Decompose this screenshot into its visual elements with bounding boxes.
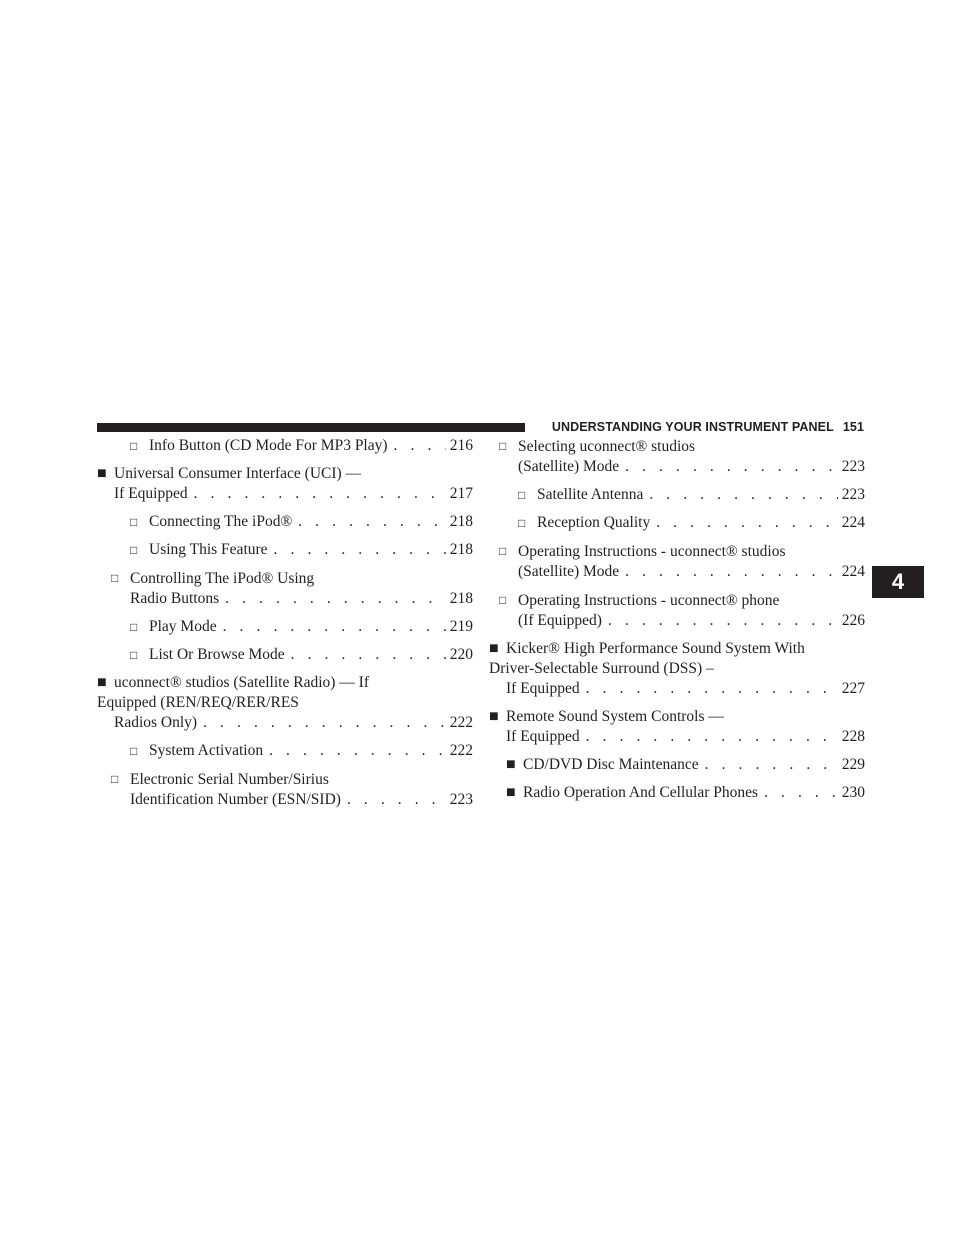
toc-entry[interactable]: [489, 783, 865, 803]
entry-title: Equipped (REN/REQ/RER/RES: [97, 694, 299, 711]
entry-title: uconnect® studios (Satellite Radio) — If: [114, 674, 369, 691]
dot-leader: [608, 611, 838, 631]
entry-title: Kicker® High Performance Sound System With: [506, 640, 805, 657]
dot-leader: [203, 713, 446, 733]
toc-entry[interactable]: [489, 436, 865, 477]
toc-entry[interactable]: [489, 513, 865, 533]
sub-bullet-icon: □: [499, 439, 507, 453]
entry-page-number: 227: [841, 680, 865, 697]
toc-column-left: [97, 436, 473, 818]
entry-title: Connecting The iPod®: [149, 513, 293, 530]
entry-title: Electronic Serial Number/Sirius: [130, 771, 329, 788]
entry-title: CD/DVD Disc Maintenance: [523, 756, 699, 773]
entry-title: List Or Browse Mode: [149, 646, 285, 663]
entry-title: (If Equipped): [518, 612, 602, 629]
page-number: 151: [842, 420, 864, 434]
entry-page-number: 219: [449, 618, 473, 635]
dot-leader: [274, 540, 446, 560]
sub-bullet-icon: □: [130, 620, 138, 634]
dot-leader: [649, 485, 837, 505]
entry-title: If Equipped: [506, 680, 580, 697]
dot-leader: [269, 741, 446, 761]
dot-leader: [394, 436, 446, 456]
toc-entry[interactable]: [489, 707, 865, 747]
dot-leader: [625, 457, 838, 477]
main-bullet-icon: ■: [506, 784, 516, 801]
sub-bullet-icon: □: [499, 593, 507, 607]
entry-page-number: 222: [449, 742, 473, 759]
entry-title: Identification Number (ESN/SID): [130, 791, 341, 808]
entry-page-number: 230: [841, 784, 865, 801]
dot-leader: [225, 589, 446, 609]
toc-entry[interactable]: [97, 741, 473, 761]
entry-page-number: 226: [841, 612, 865, 629]
toc-entry[interactable]: [97, 464, 473, 504]
entry-title: Universal Consumer Interface (UCI) —: [114, 465, 362, 482]
toc-entry[interactable]: [489, 485, 865, 505]
entry-page-number: 218: [449, 513, 473, 530]
sub-bullet-icon: □: [111, 571, 119, 585]
chapter-tab[interactable]: 4: [872, 566, 924, 598]
toc-column-right: [489, 436, 865, 811]
entry-title: Controlling The iPod® Using: [130, 570, 315, 587]
sub-bullet-icon: □: [130, 439, 138, 453]
entry-title: Radio Operation And Cellular Phones: [523, 784, 759, 801]
dot-leader: [656, 513, 838, 533]
sub-bullet-icon: □: [518, 516, 526, 530]
main-bullet-icon: ■: [97, 674, 107, 691]
entry-title: If Equipped: [506, 728, 580, 745]
entry-title: Reception Quality: [537, 514, 651, 531]
toc-entry[interactable]: [97, 568, 473, 609]
header-rule: [97, 423, 525, 432]
entry-title: Operating Instructions - uconnect® studios: [518, 543, 786, 560]
entry-page-number: 217: [449, 485, 473, 502]
toc-entry[interactable]: [489, 639, 865, 699]
entry-page-number: 223: [841, 458, 865, 475]
dot-leader: [705, 755, 838, 775]
entry-page-number: 218: [449, 590, 473, 607]
entry-title: Satellite Antenna: [537, 486, 644, 503]
main-bullet-icon: ■: [489, 708, 499, 725]
entry-page-number: 216: [449, 437, 473, 454]
toc-entry[interactable]: [489, 590, 865, 631]
entry-page-number: 224: [841, 563, 865, 580]
entry-title: Play Mode: [149, 618, 217, 635]
entry-title: (Satellite) Mode: [518, 458, 620, 475]
dot-leader: [223, 617, 446, 637]
dot-leader: [764, 783, 838, 803]
entry-title: Radio Buttons: [130, 590, 220, 607]
entry-page-number: 223: [841, 486, 865, 503]
entry-title: Info Button (CD Mode For MP3 Play): [149, 437, 388, 454]
toc-entry[interactable]: [97, 617, 473, 637]
entry-title: Driver-Selectable Surround (DSS) –: [489, 660, 714, 677]
entry-page-number: 229: [841, 756, 865, 773]
toc-entry[interactable]: [97, 645, 473, 665]
entry-title: If Equipped: [114, 485, 188, 502]
entry-page-number: 228: [841, 728, 865, 745]
dot-leader: [298, 512, 446, 532]
entry-page-number: 218: [449, 541, 473, 558]
main-bullet-icon: ■: [506, 756, 516, 773]
sub-bullet-icon: □: [130, 543, 138, 557]
toc-entry[interactable]: [97, 769, 473, 810]
main-bullet-icon: ■: [97, 465, 107, 482]
sub-bullet-icon: □: [130, 744, 138, 758]
entry-title: System Activation: [149, 742, 264, 759]
entry-title: Remote Sound System Controls —: [506, 708, 724, 725]
entry-title: Radios Only): [114, 714, 198, 731]
dot-leader: [586, 727, 838, 747]
toc-entry[interactable]: [97, 436, 473, 456]
dot-leader: [291, 645, 446, 665]
toc-entry[interactable]: [489, 541, 865, 582]
toc-entry[interactable]: [97, 540, 473, 560]
main-bullet-icon: ■: [489, 640, 499, 657]
entry-title: Selecting uconnect® studios: [518, 438, 696, 455]
sub-bullet-icon: □: [111, 772, 119, 786]
entry-title: Operating Instructions - uconnect® phone: [518, 592, 780, 609]
entry-title: (Satellite) Mode: [518, 563, 620, 580]
dot-leader: [194, 484, 446, 504]
toc-entry[interactable]: [97, 673, 473, 733]
sub-bullet-icon: □: [499, 544, 507, 558]
dot-leader: [347, 790, 446, 810]
toc-entry[interactable]: [97, 512, 473, 532]
dot-leader: [586, 679, 838, 699]
entry-page-number: 220: [449, 646, 473, 663]
entry-page-number: 224: [841, 514, 865, 531]
sub-bullet-icon: □: [130, 648, 138, 662]
dot-leader: [625, 562, 838, 582]
sub-bullet-icon: □: [130, 515, 138, 529]
entry-title: Using This Feature: [149, 541, 268, 558]
toc-entry[interactable]: [489, 755, 865, 775]
entry-page-number: 223: [449, 791, 473, 808]
sub-bullet-icon: □: [518, 488, 526, 502]
section-title: UNDERSTANDING YOUR INSTRUMENT PANEL: [551, 420, 834, 434]
running-header: [552, 420, 864, 434]
entry-page-number: 222: [449, 714, 473, 731]
